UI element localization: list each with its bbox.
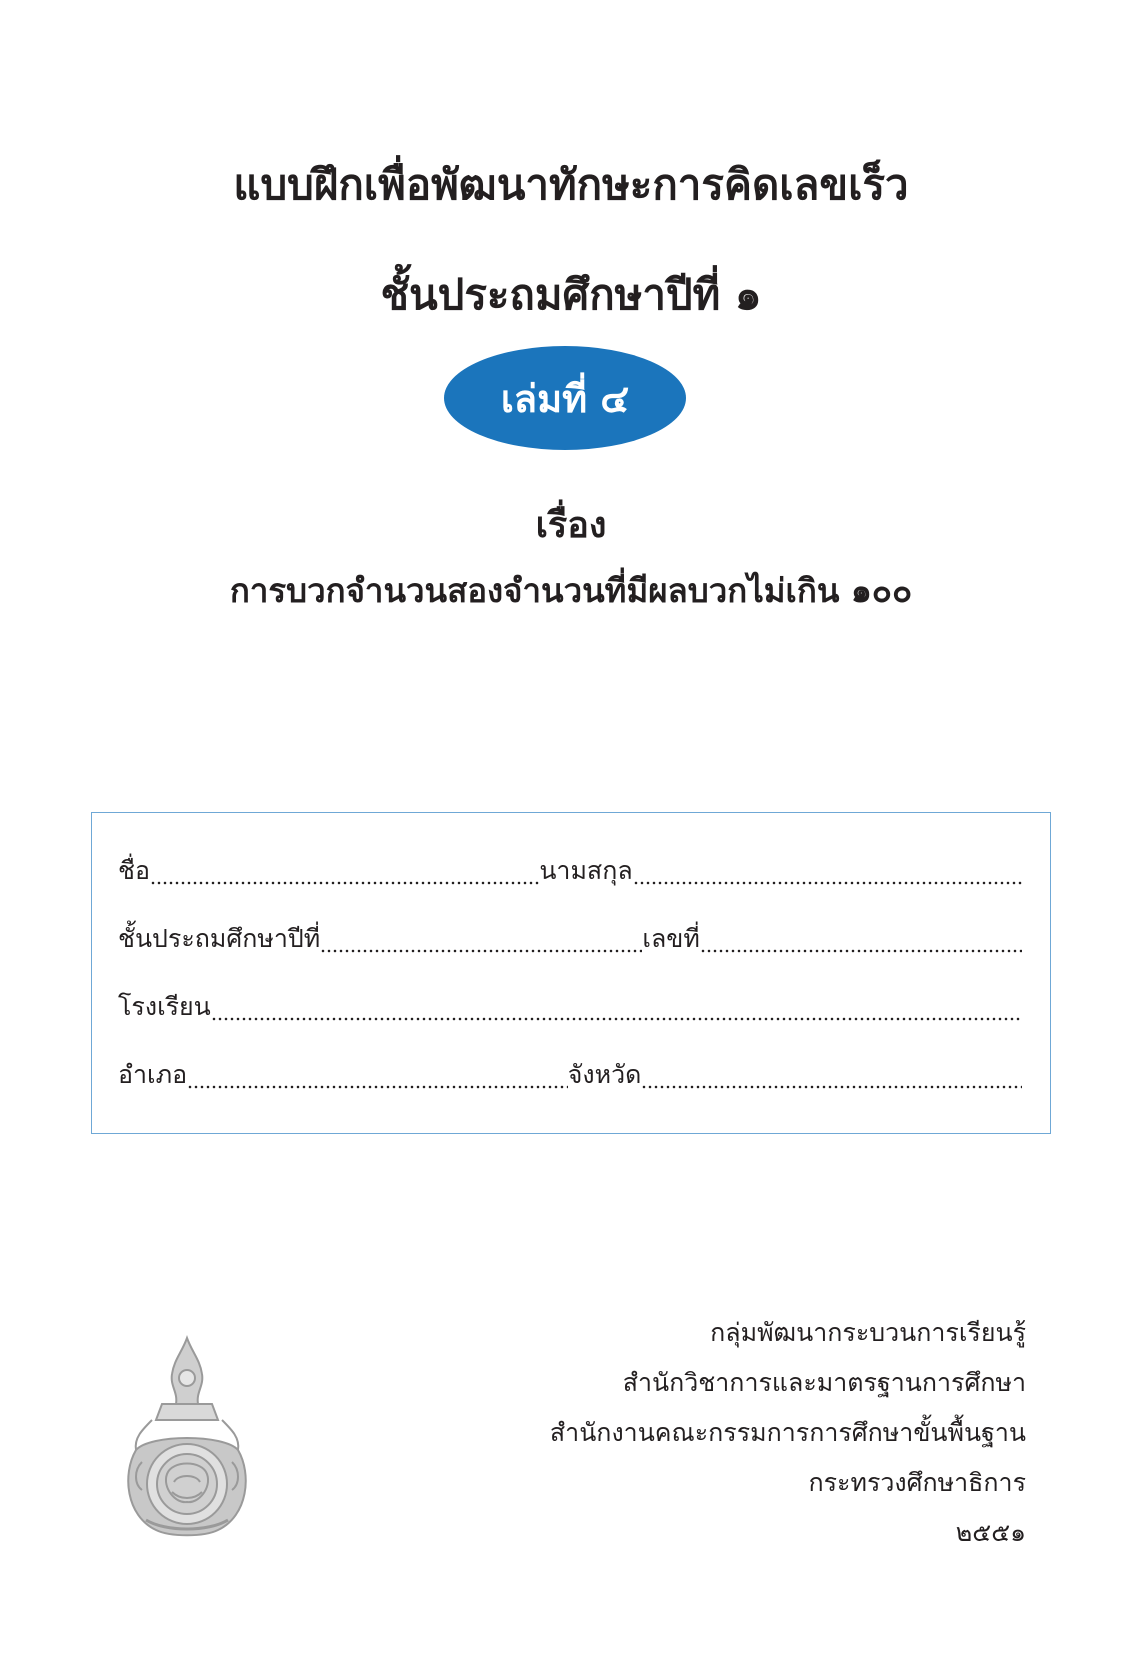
school-label: โรงเรียน [118,992,211,1021]
publisher-line-4: กระทรวงศึกษาธิการ [808,1468,1026,1497]
student-info-box [91,812,1051,1134]
title-line-1: แบบฝึกเพื่อพัฒนาทักษะการคิดเลขเร็ว [233,160,909,209]
publisher-line-1: กลุ่มพัฒนากระบวนการเรียนรู้ [710,1318,1026,1347]
grade-field[interactable] [320,947,642,955]
province-field[interactable] [641,1083,1022,1091]
form-row-name [118,853,1022,893]
title-line-2: ชั้นประถมศึกษาปีที่ ๑ [380,270,762,319]
surname-label: นามสกุล [539,856,633,885]
form-row-location [118,1057,1022,1097]
province-label: จังหวัด [567,1060,642,1089]
publisher-line-3: สำนักงานคณะกรรมการการศึกษาขั้นพื้นฐาน [549,1418,1026,1447]
district-field[interactable] [187,1083,568,1091]
subject-title: การบวกจำนวนสองจำนวนที่มีผลบวกไม่เกิน ๑๐๐ [229,571,913,610]
seal-icon [112,1334,262,1544]
publisher-line-2: สำนักวิชาการและมาตรฐานการศึกษา [622,1368,1026,1397]
school-field[interactable] [211,1015,1022,1023]
form-row-grade [118,921,1022,961]
subject-heading: เรื่อง [535,505,607,546]
grade-label: ชั้นประถมศึกษาปีที่ [118,924,321,953]
name-field[interactable] [150,879,539,887]
publisher-block [550,1308,1026,1558]
number-label: เลขที่ [642,924,700,953]
volume-label: เล่มที่ ๔ [500,376,630,421]
volume-badge [444,346,686,450]
form-row-school [118,989,1022,1029]
district-label: อำเภอ [118,1060,188,1089]
number-field[interactable] [700,947,1022,955]
name-label: ชื่อ [118,856,150,885]
surname-field[interactable] [633,879,1022,887]
publication-year: ๒๕๕๑ [955,1518,1026,1547]
